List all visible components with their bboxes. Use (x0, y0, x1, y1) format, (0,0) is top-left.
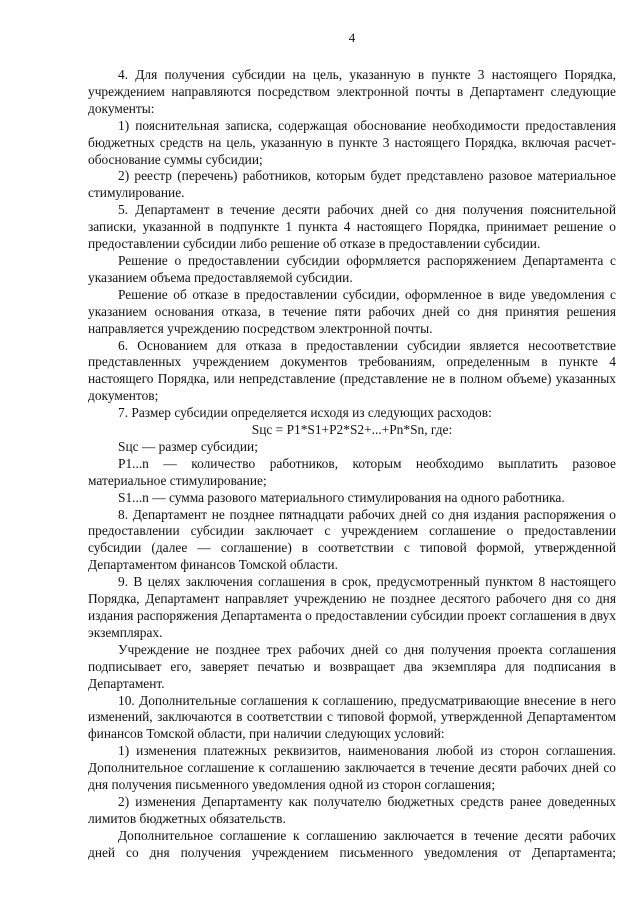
subsidy-formula: Sцс = P1*S1+P2*S2+...+Pn*Sn, где: (251, 422, 453, 438)
paragraph-subitem-10-2: 2) изменения Департаменту как получателю бюджетных средств ранее доведенных лимитов бюджетных обязательств. (88, 793, 616, 826)
paragraph-additional-agreement: Дополнительное соглашение к соглашению заключается в течение десяти рабочих дней со дня получения учреждением письменного уведомления от Департамента; (88, 827, 616, 860)
paragraph-item-10: 10. Дополнительные соглашения к соглашению, предусматривающие внесение в него изменений, заключаются в соответствии с типовой формой, утвержденной Департаментом финансов Томской области, при наличии следующих условий: (88, 692, 616, 742)
paragraph-item-5: 5. Департамент в течение десяти рабочих дней со дня получения пояснительной записки, указанной в подпункте 1 пункта 4 настоящего Порядка, принимает решение о предоставлении субсидии либо решение об отказе в предоставлении субсидии. (88, 202, 616, 252)
paragraph-signing: Учреждение не позднее трех рабочих дней со дня получения проекта соглашения подписывает его, заверяет печатью и возвращает два экземпляра для подписания в Департамент. (88, 641, 616, 691)
paragraph-item-7: 7. Размер субсидии определяется исходя из следующих расходов: (118, 405, 492, 421)
paragraph-item-6: 6. Основанием для отказа в предоставлении субсидии является несоответствие представленных учреждением документов требованиям, определенным в пункте 4 настоящего Порядка, или непредставление (представление не в полном объеме) указанных документов; (88, 337, 616, 404)
page-number: 4 (348, 30, 356, 45)
document-body (88, 67, 616, 862)
formula-definition-workers: P1...n — количество работников, которым необходимо выплатить разовое материальное стимулирование; (88, 455, 616, 488)
paragraph-decision-grant: Решение о предоставлении субсидии оформляется распоряжением Департамента с указанием объема предоставляемой субсидии. (88, 252, 616, 285)
formula-definition-amount: S1...n — сумма разового материального стимулирования на одного работника. (118, 489, 565, 505)
paragraph-item-8: 8. Департамент не позднее пятнадцати рабочих дней со дня издания распоряжения о предоставлении субсидии заключает с учреждением соглашение о предоставлении субсидии (далее — соглашение) в соответствии с типовой формой, утвержденной Департаментом финансов Томской области. (88, 506, 616, 573)
paragraph-item-9: 9. В целях заключения соглашения в срок, предусмотренный пунктом 8 настоящего Порядка, Департамент направляет учреждению не позднее десятого рабочего дня со дня издания распоряжения Департамента о предоставлении субсидии проект соглашения в двух экземплярах. (88, 574, 616, 640)
paragraph-subitem-4-1: 1) пояснительная записка, содержащая обоснование необходимости предоставления бюджетных средств на цель, указанную в пункте 3 настоящего Порядка, включая расчет-обоснование суммы субсидии; (88, 117, 616, 167)
paragraph-item-4: 4. Для получения субсидии на цель, указанную в пункте 3 настоящего Порядка, учреждением направляются посредством электронной почты в Департамент следующие документы: (88, 67, 616, 116)
formula-definition-sum: Sцс — размер субсидии; (118, 438, 258, 454)
paragraph-decision-refusal: Решение об отказе в предоставлении субсидии, оформленное в виде уведомления с указанием основания отказа, в течение пяти рабочих дней со дня принятия решения направляется учреждению посредством электронной почты. (88, 286, 616, 336)
paragraph-subitem-10-1: 1) изменения платежных реквизитов, наименования любой из сторон соглашения. Дополнительное соглашение к соглашению заключается в течение десяти рабочих дней со дня получения письменного уведомления одной из сторон соглашения; (88, 743, 616, 793)
paragraph-subitem-4-2: 2) реестр (перечень) работников, которым будет представлено разовое материальное стимулирование. (88, 168, 616, 201)
